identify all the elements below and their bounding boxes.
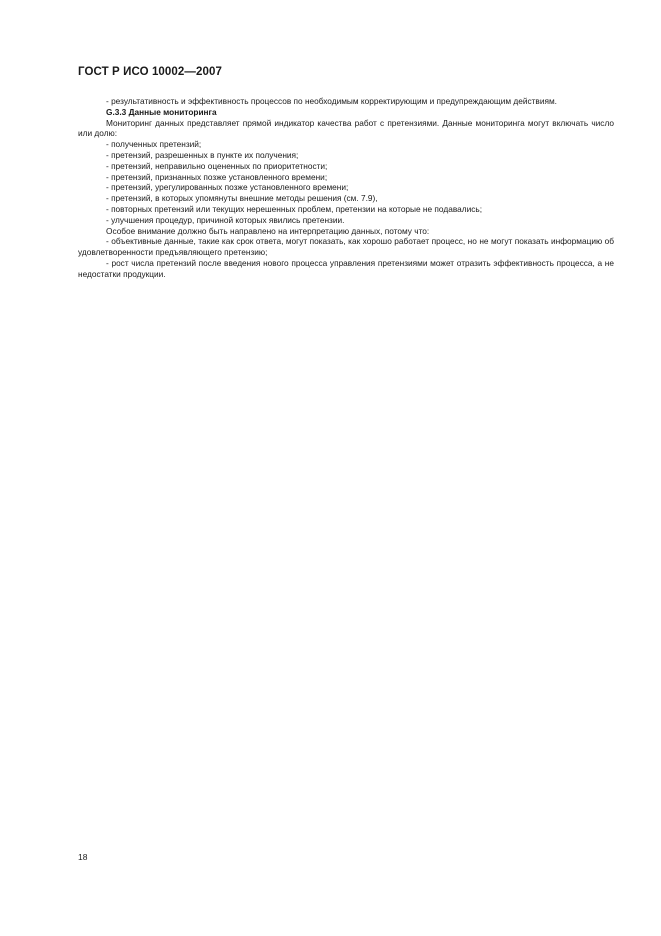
- note-item: - рост числа претензий после введения нового процесса управления претензиями может отразить эффективность процесса, а не недостатки продукции.: [78, 257, 614, 279]
- list-item: - претензий, разрешенных в пункте их получения;: [106, 149, 299, 160]
- list-item: - повторных претензий или текущих нерешенных проблем, претензии на которые не подавались;: [106, 203, 482, 214]
- section-lead: Мониторинг данных представляет прямой индикатор качества работ с претензиями. Данные мониторинга могут включать число или долю:: [78, 117, 614, 139]
- intro-item: - результативность и эффективность процессов по необходимым корректирующим и предупреждающим действиям.: [106, 96, 557, 106]
- list-item: - претензий, признанных позже установленного времени;: [106, 171, 328, 182]
- list-item: - претензий, неправильно оцененных по приоритетности;: [106, 160, 328, 171]
- list-item: - претензий, в которых упомянуты внешние методы решения (см. 7.9),: [106, 193, 378, 204]
- document-header: ГОСТ Р ИСО 10002—2007: [78, 66, 223, 78]
- note-item: - объективные данные, такие как срок ответа, могут показать, как хорошо работает процесс, но не могут показать информацию об удовлетворенности предъявляющего претензию;: [78, 236, 614, 258]
- page-number: 18: [78, 852, 88, 862]
- attention-paragraph: Особое внимание должно быть направлено на интерпретацию данных, потому что:: [106, 225, 430, 236]
- list-item: - улучшения процедур, причиной которых явились претензии.: [106, 214, 345, 225]
- list-item: - полученных претензий;: [106, 139, 202, 150]
- list-item: - претензий, урегулированных позже установленного времени;: [106, 182, 349, 193]
- section-heading: G.3.3 Данные мониторинга: [106, 106, 217, 117]
- document-body: [78, 96, 614, 280]
